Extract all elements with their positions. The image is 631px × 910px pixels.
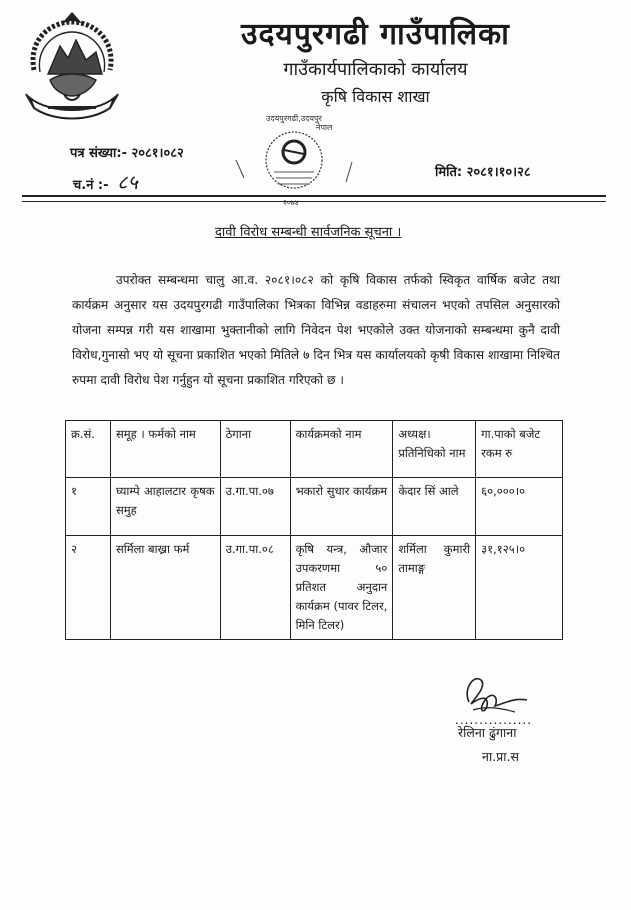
program-table	[65, 420, 563, 640]
office-name: उदयपुरगढी गाउँपालिका	[241, 17, 510, 52]
cell-budget: ३१,१२५।०	[476, 536, 563, 640]
table-row	[66, 536, 563, 640]
cell-address: उ.गा.पा.०७	[220, 478, 290, 536]
letter-date	[435, 162, 531, 180]
cell-chair: शर्मिला कुमारी तामाङ्ग	[393, 536, 476, 640]
col-header-program: कार्यक्रमको नाम	[290, 421, 393, 478]
ref-label: पत्र संख्या:-	[70, 146, 127, 161]
col-header-sn: क्र.सं.	[66, 421, 111, 478]
dispatch-number	[73, 168, 138, 195]
handwritten-signature	[455, 668, 535, 716]
date-label: मिति:	[435, 165, 463, 180]
col-header-chair: अध्यक्ष। प्रतिनिधिको नाम	[393, 421, 476, 478]
col-header-address: ठेगाना	[220, 421, 290, 478]
notice-title: दावी विरोध सम्बन्धी सार्वजनिक सूचना ।	[215, 225, 402, 240]
cell-sn: १	[66, 478, 111, 536]
dispatch-value: ८५	[117, 170, 138, 194]
dispatch-label: च.नं :-	[73, 178, 109, 193]
signatory-name: रेलिना ढुंगाना	[458, 725, 517, 740]
cell-program: कृषि यन्त्र, औजार उपकरणमा ५० प्रतिशत अनुदान कार्यक्रम (पावर टिलर, मिनि टिलर)	[290, 536, 393, 640]
header-divider-thin	[22, 201, 606, 202]
notice-body: उपरोक्त सम्बन्धमा चालु आ.व. २०८१।०८२ को कृषि विकास तर्फको स्विकृत वार्षिक बजेट तथा कार्यक्रम अनुसार यस उदयपुरगढी गाउँपालिका भित्रका विभिन्न वडाहरुमा संचालन भएको तपसिल अनुसारको योजना सम्पन्न गरी यस शाखामा भुक्तानीको लागि निवेदन पेश भएकोले उक्त योजनाको सम्बन्धमा कुनै दावी विरोध,गुनासो भए यो सूचना प्रकाशित भएको मितिले ७ दिन भित्र यस कार्यालयको कृषी विकास शाखामा निश्चित रुपमा दावी विरोध पेश गर्नुहुन यो सूचना प्रकाशित गरिएको छ ।	[72, 273, 560, 387]
cell-chair: केदार सिं आले	[393, 478, 476, 536]
col-header-budget: गा.पाको बजेट रकम रु	[476, 421, 563, 478]
signatory-title: ना.प्रा.स	[482, 749, 519, 764]
date-value: २०८१।१०।२८	[466, 165, 531, 180]
cell-budget: ६०,०००।०	[476, 478, 563, 536]
cell-address: उ.गा.पा.०८	[220, 536, 290, 640]
signature-line: ................	[455, 713, 533, 727]
cell-sn: २	[66, 536, 111, 640]
ref-value: २०८१।०८२	[131, 146, 184, 161]
cell-program: भकारो सुधार कार्यक्रम	[290, 478, 393, 536]
col-header-group: समूह । फर्मको नाम	[110, 421, 220, 478]
branch-name: कृषि विकास शाखा	[321, 87, 430, 106]
table-header-row	[66, 421, 563, 478]
cell-group: घ्याम्पे आहालटार कृषक समुह	[110, 478, 220, 536]
office-subtitle: गाउँकार्यपालिकाको कार्यालय	[283, 59, 468, 80]
stamp-place: उदयपुरगढी,उदयपुर	[266, 114, 322, 123]
header-divider	[22, 195, 606, 197]
stamp-country: नेपाल	[316, 123, 333, 132]
office-stamp	[228, 112, 360, 208]
table-row	[66, 478, 563, 536]
cell-group: सर्मिला बाख्रा फर्म	[110, 536, 220, 640]
stamp-year: २०७४	[283, 198, 299, 207]
reference-number	[70, 143, 184, 161]
